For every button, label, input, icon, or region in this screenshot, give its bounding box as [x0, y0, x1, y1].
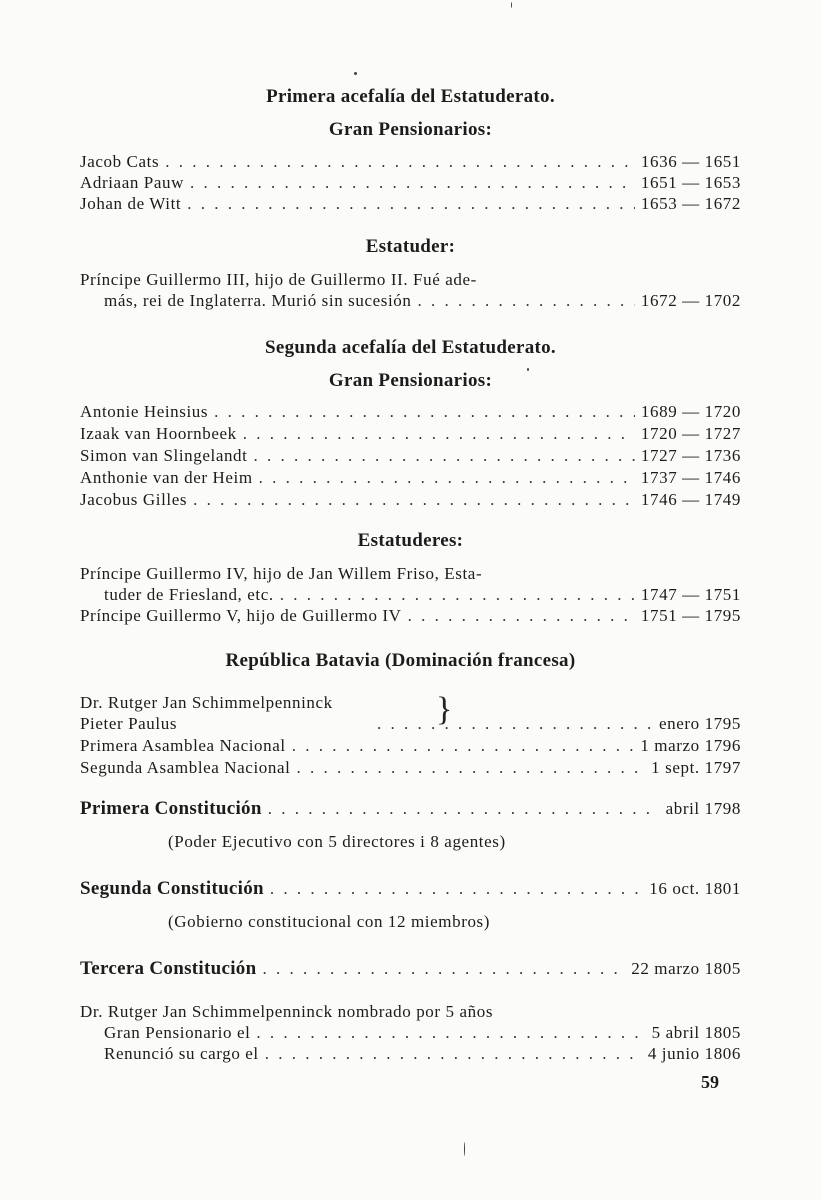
list-item: Anthonie van der Heim . . . 1737 — 1746: [80, 468, 741, 488]
page-number: 59: [701, 1072, 719, 1092]
estatuder-line-1: Príncipe Guillermo III, hijo de Guillermo II. Fué ade-: [80, 270, 477, 289]
list-item: Renunció su cargo el . . . 4 junio 1806: [104, 1044, 741, 1064]
primera-constitucion-note: (Poder Ejecutivo con 5 directores i 8 agentes): [168, 832, 506, 851]
print-speck: [527, 368, 529, 371]
list-item: Simon van Slingelandt . . . 1727 — 1736: [80, 446, 741, 466]
list-item: Jacob Cats . . . 1636 — 1651: [80, 152, 741, 172]
section-title-estatuderes: Estatuderes:: [357, 530, 464, 551]
print-speck: [511, 2, 512, 8]
section-title-segunda-acefalia: Segunda acefalía del Estatuderato.: [265, 337, 556, 358]
estatuderes-line-1: Príncipe Guillermo IV, hijo de Jan Willem Friso, Esta-: [80, 564, 483, 583]
segunda-constitucion-note: (Gobierno constitucional con 12 miembros): [168, 912, 491, 931]
list-item: Johan de Witt . . . 1653 — 1672: [80, 194, 741, 214]
list-item: Adriaan Pauw . . . 1651 — 1653: [80, 173, 741, 193]
estatuderes-line-2: tuder de Friesland, etc. . . . 1747 — 1751: [104, 585, 741, 605]
primera-constitucion-row: Primera Constitución . . . abril 1798: [80, 798, 741, 820]
list-item: Izaak van Hoornbeek . . . 1720 — 1727: [80, 424, 741, 444]
print-speck: [464, 1142, 465, 1156]
section-title-estatuder: Estatuder:: [365, 236, 456, 257]
list-item: Primera Asamblea Nacional . . . 1 marzo 1796: [80, 736, 741, 756]
list-item: Antonie Heinsius . . . 1689 — 1720: [80, 402, 741, 422]
list-item: Dr. Rutger Jan Schimmelpenninck: [80, 693, 333, 712]
estatuderes-line-3: Príncipe Guillermo V, hijo de Guillermo IV . . . 1751 — 1795: [80, 606, 741, 626]
subtitle-gran-pensionarios-2: Gran Pensionarios:: [328, 370, 493, 391]
section-title-republica-batavia: República Batavia (Dominación francesa): [225, 650, 576, 671]
segunda-constitucion-row: Segunda Constitución . . . 16 oct. 1801: [80, 878, 741, 900]
list-item: Segunda Asamblea Nacional . . . 1 sept. 1797: [80, 758, 741, 778]
section-title-primera-acefalia: Primera acefalía del Estatuderato.: [266, 86, 555, 107]
brace-glyph: }: [436, 691, 453, 728]
list-item: Jacobus Gilles . . . 1746 — 1749: [80, 490, 741, 510]
estatuder-line-2: más, rei de Inglaterra. Murió sin sucesión . . . 1672 — 1702: [104, 291, 741, 311]
list-item: Pieter Paulus . . . enero 1795: [80, 714, 741, 734]
final-line-1: Dr. Rutger Jan Schimmelpenninck nombrado por 5 años: [80, 1002, 494, 1021]
tercera-constitucion-row: Tercera Constitución . . . 22 marzo 1805: [80, 958, 741, 980]
subtitle-gran-pensionarios-1: Gran Pensionarios:: [328, 119, 493, 140]
print-speck: [354, 72, 357, 75]
list-item: Gran Pensionario el . . . 5 abril 1805: [104, 1023, 741, 1043]
